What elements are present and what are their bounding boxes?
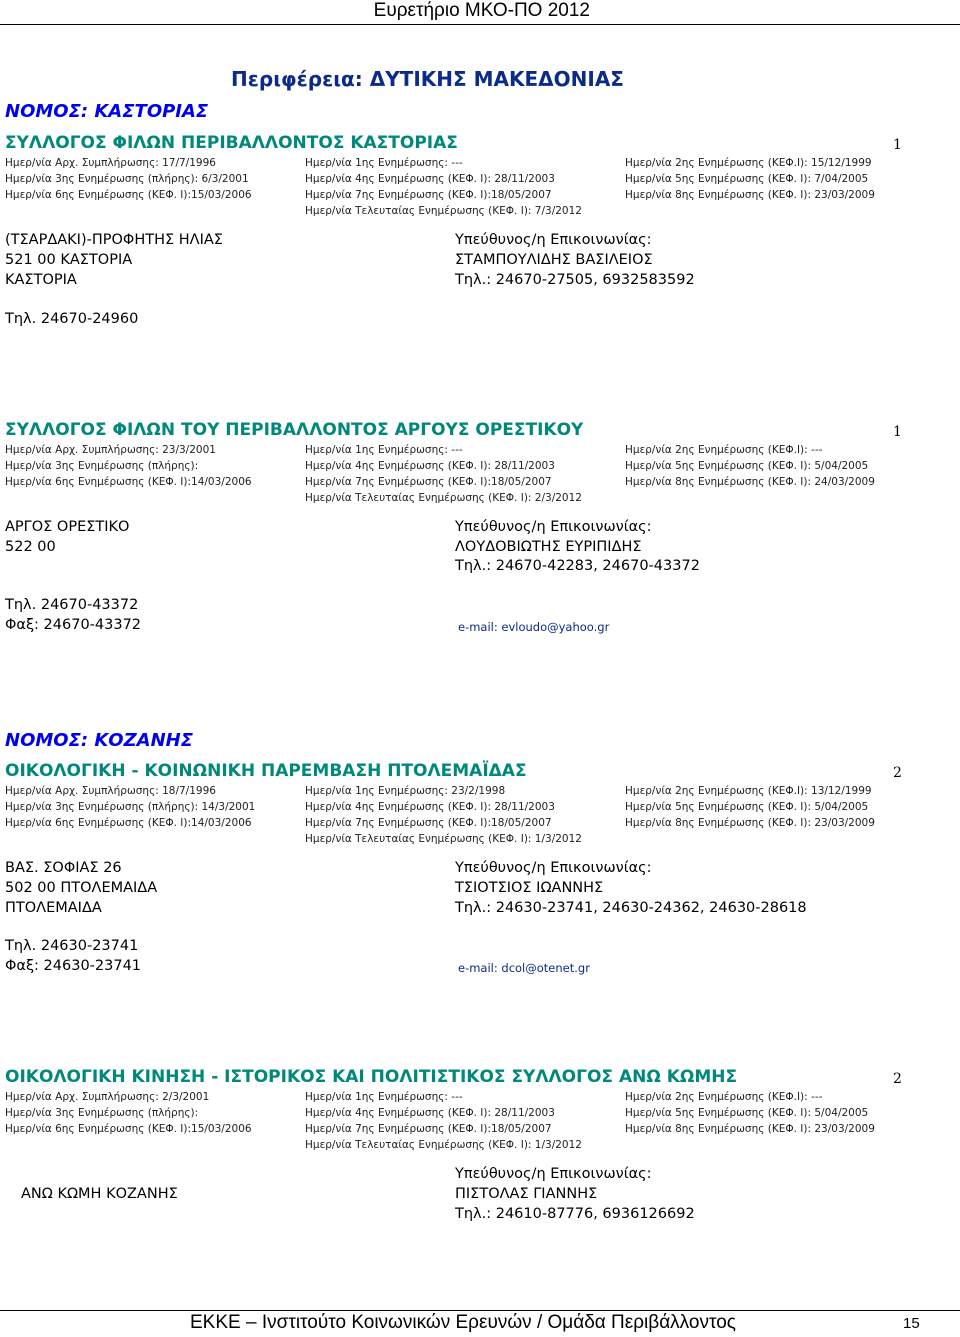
- address-line: 522 00: [5, 539, 56, 555]
- footer-text: ΕΚΚΕ – Ινστιτούτο Κοινωνικών Ερευνών / Ομάδα Περιβάλλοντος: [190, 1312, 736, 1333]
- contact-name: ΠΙΣΤΟΛΑΣ ΓΙΑΝΝΗΣ: [455, 1186, 598, 1202]
- address-line: ΚΑΣΤΟΡΙΑ: [5, 272, 77, 288]
- date-field: Ημερ/νία 8ης Ενημέρωσης (ΚΕΦ. Ι): 23/03/2009: [625, 189, 875, 201]
- date-field: Ημερ/νία 2ης Ενημέρωσης (ΚΕΦ.Ι): 13/12/1999: [625, 785, 872, 797]
- org-phone: Τηλ. 24670-24960: [5, 311, 139, 327]
- date-field: Ημερ/νία 2ης Ενημέρωσης (ΚΕΦ.Ι): ---: [625, 444, 823, 456]
- contact-label: Υπεύθυνος/η Επικοινωνίας:: [455, 860, 652, 876]
- date-field: Ημερ/νία 7ης Ενημέρωσης (ΚΕΦ. Ι):18/05/2007: [305, 189, 552, 201]
- nomos-heading: [5, 730, 193, 751]
- address-line: 521 00 ΚΑΣΤΟΡΙΑ: [5, 252, 133, 268]
- email-link[interactable]: e-mail: dcol@otenet.gr: [458, 961, 590, 975]
- date-field: Ημερ/νία 2ης Ενημέρωσης (ΚΕΦ.Ι): ---: [625, 1091, 823, 1103]
- date-field: Ημερ/νία 8ης Ενημέρωσης (ΚΕΦ. Ι): 23/03/2009: [625, 1123, 875, 1135]
- org-number: 2: [893, 1071, 902, 1087]
- date-field: Ημερ/νία Αρχ. Συμπλήρωσης: 18/7/1996: [5, 785, 216, 797]
- email-link[interactable]: e-mail: evloudo@yahoo.gr: [458, 620, 610, 634]
- org-title: ΣΥΛΛΟΓΟΣ ΦΙΛΩΝ ΤΟΥ ΠΕΡΙΒΑΛΛΟΝΤΟΣ ΑΡΓΟΥΣ ΟΡΕΣΤΙΚΟΥ: [5, 420, 584, 440]
- date-field: Ημερ/νία 5ης Ενημέρωσης (ΚΕΦ. Ι): 7/04/2005: [625, 173, 869, 185]
- address-line: ΠΤΟΛΕΜΑΙΔΑ: [5, 900, 102, 916]
- nomos-label: ΝΟΜΟΣ:: [5, 101, 89, 122]
- header-title: Ευρετήριο ΜΚΟ-ΠΟ 2012: [373, 0, 590, 21]
- address-line: ΒΑΣ. ΣΟΦΙΑΣ 26: [5, 860, 122, 876]
- contact-phone: Τηλ.: 24670-27505, 6932583592: [455, 272, 695, 288]
- region-heading: [231, 67, 624, 91]
- date-field: Ημερ/νία 7ης Ενημέρωσης (ΚΕΦ. Ι):18/05/2007: [305, 1123, 552, 1135]
- contact-phone: Τηλ.: 24610-87776, 6936126692: [455, 1206, 695, 1222]
- org-title: ΟΙΚΟΛΟΓΙΚΗ ΚΙΝΗΣΗ - ΙΣΤΟΡΙΚΟΣ ΚΑΙ ΠΟΛΙΤΙΣΤΙΚΟΣ ΣΥΛΛΟΓΟΣ ΑΝΩ ΚΩΜΗΣ: [5, 1067, 738, 1087]
- date-field: Ημερ/νία 5ης Ενημέρωσης (ΚΕΦ. Ι): 5/04/2005: [625, 1107, 869, 1119]
- contact-name: ΣΤΑΜΠΟΥΛΙΔΗΣ ΒΑΣΙΛΕΙΟΣ: [455, 252, 653, 268]
- org-phone: Τηλ. 24630-23741: [5, 938, 139, 954]
- date-field: Ημερ/νία Αρχ. Συμπλήρωσης: 2/3/2001: [5, 1091, 210, 1103]
- address-line: ΑΡΓΟΣ ΟΡΕΣΤΙΚΟ: [5, 519, 130, 535]
- nomos-heading: [5, 101, 208, 122]
- page-number: 15: [903, 1315, 920, 1332]
- org-phone: Τηλ. 24670-43372: [5, 597, 139, 613]
- date-field: Ημερ/νία Αρχ. Συμπλήρωσης: 23/3/2001: [5, 444, 216, 456]
- nomos-value: ΚΟΖΑΝΗΣ: [94, 730, 194, 751]
- date-field: Ημερ/νία 4ης Ενημέρωσης (ΚΕΦ. Ι): 28/11/2003: [305, 460, 555, 472]
- date-field: Ημερ/νία 8ης Ενημέρωσης (ΚΕΦ. Ι): 24/03/2009: [625, 476, 875, 488]
- date-field: Ημερ/νία 1ης Ενημέρωσης: 23/2/1998: [305, 785, 506, 797]
- org-number: 1: [893, 137, 902, 153]
- date-field: Ημερ/νία 4ης Ενημέρωσης (ΚΕΦ. Ι): 28/11/2003: [305, 1107, 555, 1119]
- date-field: Ημερ/νία 5ης Ενημέρωσης (ΚΕΦ. Ι): 5/04/2005: [625, 460, 869, 472]
- date-field: Ημερ/νία 3ης Ενημέρωσης (πλήρης):: [5, 1107, 199, 1119]
- date-field: Ημερ/νία Τελευταίας Ενημέρωσης (ΚΕΦ. Ι): 7/3/2012: [305, 205, 582, 217]
- date-field: Ημερ/νία 3ης Ενημέρωσης (πλήρης): 14/3/2001: [5, 801, 256, 813]
- date-field: Ημερ/νία Τελευταίας Ενημέρωσης (ΚΕΦ. Ι): 1/3/2012: [305, 1139, 582, 1151]
- contact-label: Υπεύθυνος/η Επικοινωνίας:: [455, 232, 652, 248]
- date-field: Ημερ/νία 4ης Ενημέρωσης (ΚΕΦ. Ι): 28/11/2003: [305, 173, 555, 185]
- contact-label: Υπεύθυνος/η Επικοινωνίας:: [455, 1166, 652, 1182]
- date-field: Ημερ/νία 3ης Ενημέρωσης (πλήρης): 6/3/2001: [5, 173, 249, 185]
- address-line: (ΤΣΑΡΔΑΚΙ)-ΠΡΟΦΗΤΗΣ ΗΛΙΑΣ: [5, 232, 223, 248]
- org-fax: Φαξ: 24630-23741: [5, 958, 142, 974]
- region-label: Περιφέρεια:: [231, 67, 363, 91]
- contact-name: ΤΣΙΟΤΣΙΟΣ ΙΩΑΝΝΗΣ: [455, 880, 604, 896]
- nomos-value: ΚΑΣΤΟΡΙΑΣ: [94, 101, 209, 122]
- org-title: ΟΙΚΟΛΟΓΙΚΗ - ΚΟΙΝΩΝΙΚΗ ΠΑΡΕΜΒΑΣΗ ΠΤΟΛΕΜΑΪΔΑΣ: [5, 761, 527, 781]
- address-line: 502 00 ΠΤΟΛΕΜΑΙΔΑ: [5, 880, 158, 896]
- date-field: Ημερ/νία 6ης Ενημέρωσης (ΚΕΦ. Ι):14/03/2006: [5, 476, 252, 488]
- contact-label: Υπεύθυνος/η Επικοινωνίας:: [455, 519, 652, 535]
- contact-phone: Τηλ.: 24670-42283, 24670-43372: [455, 558, 700, 574]
- date-field: Ημερ/νία Τελευταίας Ενημέρωσης (ΚΕΦ. Ι): 2/3/2012: [305, 492, 582, 504]
- contact-phone: Τηλ.: 24630-23741, 24630-24362, 24630-28618: [455, 900, 807, 916]
- date-field: Ημερ/νία 5ης Ενημέρωσης (ΚΕΦ. Ι): 5/04/2005: [625, 801, 869, 813]
- region-value: ΔΥΤΙΚΗΣ ΜΑΚΕΔΟΝΙΑΣ: [369, 67, 624, 91]
- org-fax: Φαξ: 24670-43372: [5, 617, 142, 633]
- date-field: Ημερ/νία 1ης Ενημέρωσης: ---: [305, 157, 463, 169]
- nomos-label: ΝΟΜΟΣ:: [5, 730, 89, 751]
- date-field: Ημερ/νία 1ης Ενημέρωσης: ---: [305, 1091, 463, 1103]
- date-field: Ημερ/νία 4ης Ενημέρωσης (ΚΕΦ. Ι): 28/11/2003: [305, 801, 555, 813]
- date-field: Ημερ/νία 6ης Ενημέρωσης (ΚΕΦ. Ι):15/03/2006: [5, 189, 252, 201]
- date-field: Ημερ/νία 7ης Ενημέρωσης (ΚΕΦ. Ι):18/05/2007: [305, 817, 552, 829]
- org-number: 1: [893, 424, 902, 440]
- date-field: Ημερ/νία 1ης Ενημέρωσης: ---: [305, 444, 463, 456]
- date-field: Ημερ/νία 8ης Ενημέρωσης (ΚΕΦ. Ι): 23/03/2009: [625, 817, 875, 829]
- date-field: Ημερ/νία 6ης Ενημέρωσης (ΚΕΦ. Ι):14/03/2006: [5, 817, 252, 829]
- org-title: ΣΥΛΛΟΓΟΣ ΦΙΛΩΝ ΠΕΡΙΒΑΛΛΟΝΤΟΣ ΚΑΣΤΟΡΙΑΣ: [5, 133, 458, 153]
- date-field: Ημερ/νία Αρχ. Συμπλήρωσης: 17/7/1996: [5, 157, 216, 169]
- org-number: 2: [893, 765, 902, 781]
- footer-divider: [0, 1310, 960, 1311]
- date-field: Ημερ/νία 7ης Ενημέρωσης (ΚΕΦ. Ι):18/05/2007: [305, 476, 552, 488]
- date-field: Ημερ/νία 3ης Ενημέρωσης (πλήρης):: [5, 460, 199, 472]
- address-line: ΑΝΩ ΚΩΜΗ ΚΟΖΑΝΗΣ: [21, 1186, 178, 1202]
- date-field: Ημερ/νία 6ης Ενημέρωσης (ΚΕΦ. Ι):15/03/2006: [5, 1123, 252, 1135]
- date-field: Ημερ/νία 2ης Ενημέρωσης (ΚΕΦ.Ι): 15/12/1999: [625, 157, 872, 169]
- header-divider: [0, 24, 960, 25]
- date-field: Ημερ/νία Τελευταίας Ενημέρωσης (ΚΕΦ. Ι): 1/3/2012: [305, 833, 582, 845]
- contact-name: ΛΟΥΔΟΒΙΩΤΗΣ ΕΥΡΙΠΙΔΗΣ: [455, 539, 642, 555]
